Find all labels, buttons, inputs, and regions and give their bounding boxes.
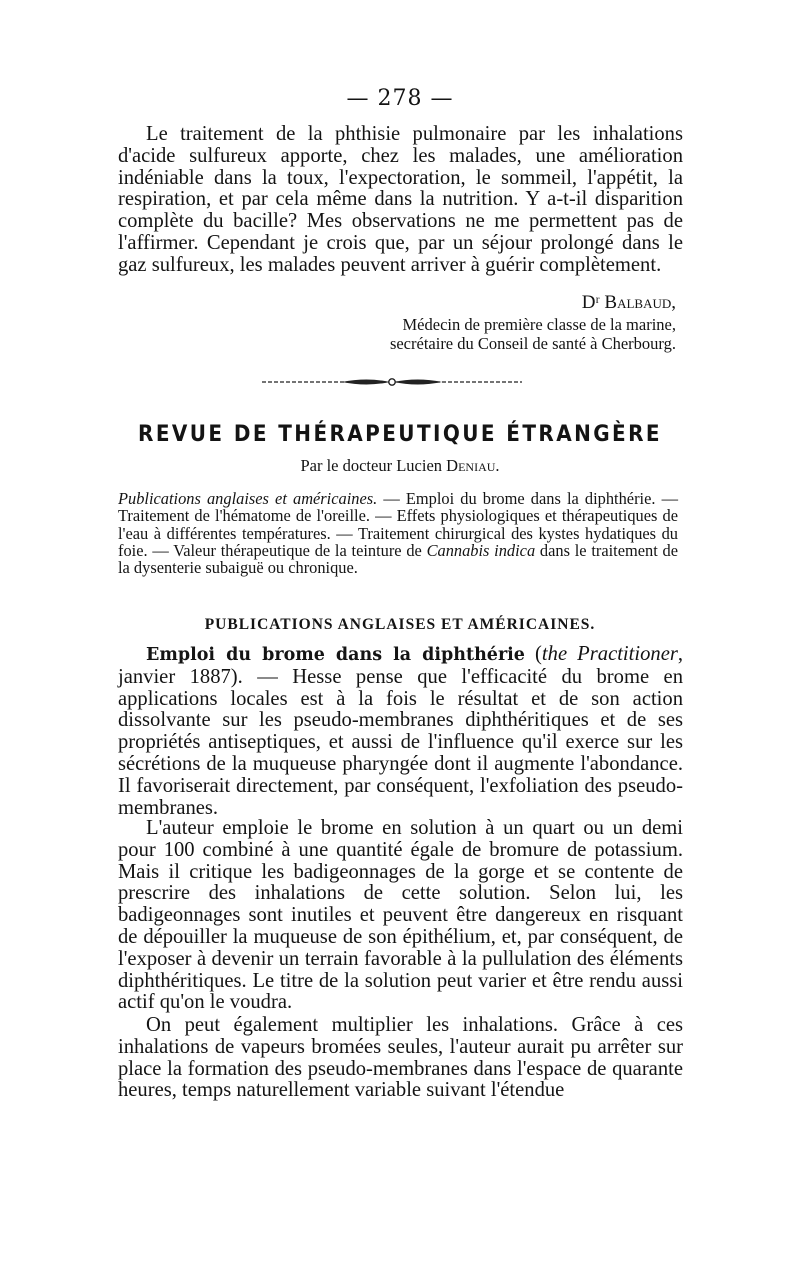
brome-source-rest: , janvier 1887). — Hesse pense que l'efficacité du brome en applications locales est à la fois le résultat et de son action dissolvante sur les pseudo-membranes diphthéritiques et de ses propriétés antiseptiques, et aussi de l'influence qu'il exerce sur les sécrétions de la muqueuse pharyngée dont il augmente l'abondance. Il favoriserait directement, par conséquent, l'exfoliation des pseudo-membranes. xyxy=(118,643,684,819)
brome-source-open: ( xyxy=(524,643,542,665)
summary-cannabis: Cannabis indica xyxy=(426,540,536,560)
brome-paragraph-3: On peut également multiplier les inhalations. Grâce à ces inhalations de vapeurs bromées seules, l'auteur aurait pu arrêter sur place la formation des pseudo-membranes dans l'espace de quarante heures, temps naturellement variable suivant l'étendue xyxy=(118,1014,683,1102)
signature-prefix: Dʳ xyxy=(581,292,605,313)
brome-source-journal: the Practitioner xyxy=(541,643,678,665)
subheading: PUBLICATIONS ANGLAISES ET AMÉRICAINES. xyxy=(204,616,596,633)
byline-text: Par le docteur Lucien xyxy=(300,456,447,475)
signature-surname: Balbaud, xyxy=(604,292,676,313)
signature-block xyxy=(118,291,676,353)
brome-lead: Emploi du brome dans la diphthérie xyxy=(146,645,525,665)
intro-paragraph: Le traitement de la phthisie pulmonaire par les inhalations d'acide sulfureux apporte, chez les malades, une amélioration indéniable dans la toux, l'expectoration, le sommeil, l'appétit, la respiration, et par cela même dans la nutrition. Y a-t-il disparition complète du bacille? Mes observations ne me permettent pas de l'affirmer. Cependant je crois que, par un séjour prolongé dans le gaz sulfureux, les malades peuvent arriver à guérir complètement. xyxy=(118,123,683,276)
signature-role-2: secrétaire du Conseil de santé à Cherbourg. xyxy=(389,334,676,353)
section-title: REVUE DE THÉRAPEUTIQUE ÉTRANGÈRE xyxy=(138,419,662,447)
summary-lead: Publications anglaises et américaines. xyxy=(118,489,378,508)
page-number: — 278 — xyxy=(346,86,454,111)
summary-paragraph xyxy=(118,490,678,576)
byline xyxy=(0,456,800,476)
brome-paragraph-2: L'auteur emploie le brome en solution à un quart ou un demi pour 100 combiné à une quantité égale de bromure de potassium. Mais il critique les badigeonnages de la gorge et se contente de prescrire des inhalations de cette solution. Selon lui, les badigeonnages sont inutiles et peuvent être dangereux en risquant de dépouiller la muqueuse de son épithélium, et, par conséquent, de l'exposer à devenir un terrain favorable à la pullulation des éléments diphthéritiques. Le titre de la solution peut varier et être rendu aussi actif qu'on le voudra. xyxy=(118,817,683,1014)
summary-body-start: — Emploi du brome dans la diphthérie. — Traitement de l'hématome de l'oreille. — Effets physiologiques et thérapeutiques de l'eau à différentes températures. — Traitement chirurgical des kystes hydatiques du foie. — Valeur thérapeutique de la teinture de xyxy=(118,489,678,560)
byline-author: Deniau. xyxy=(446,456,500,475)
ornament-divider xyxy=(262,376,522,388)
brome-paragraph-1 xyxy=(118,644,683,819)
summary-body-end: dans le traitement de la dysenterie subaiguë ou chronique. xyxy=(118,540,678,578)
signature-role-1: Médecin de première classe de la marine, xyxy=(402,315,676,334)
signature-name xyxy=(118,291,676,315)
